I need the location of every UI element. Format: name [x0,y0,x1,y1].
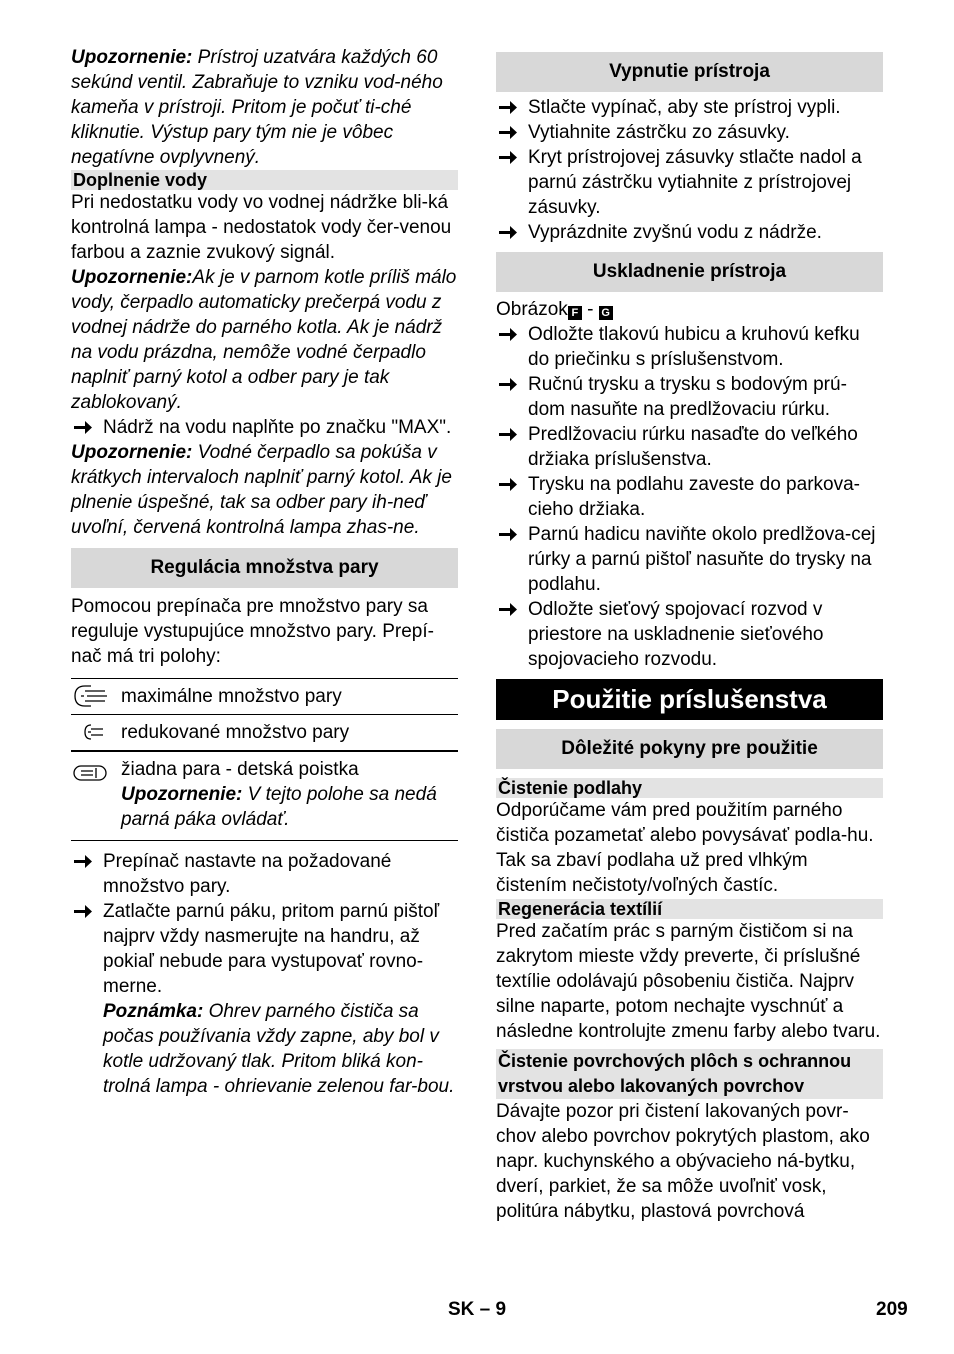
section-heading-refill: Doplnenie vody [71,170,458,190]
note-label: Upozornenie: [71,47,193,68]
reduced-steam-icon [71,715,111,749]
switch-off-list [496,95,883,245]
table-cell: maximálne množstvo pary [121,679,458,715]
list-item-text: Odložte tlakovú hubicu a kruhovú kefku do priečinku s príslušenstvom. [528,324,860,370]
arrow-right-icon [71,849,95,874]
list-item [496,422,883,472]
arrow-right-icon [496,322,520,347]
no-steam-child-lock-icon [71,760,111,786]
left-column [71,45,458,1099]
list-item-text: Zatlačte parnú páku, pritom parnú pištoľ najprv vždy nasmerujte na handru, až pokiaľ nebude para vystupovať rovno-merne. [103,901,440,997]
chapter-heading-accessories: Použitie príslušenstva [496,679,883,720]
table-cell [121,751,458,841]
arrow-right-icon [496,422,520,447]
arrow-right-icon [496,522,520,547]
storage-list [496,322,883,672]
list-item [496,120,883,145]
list-item [496,95,883,120]
subheading-floor: Čistenie podlahy [496,778,883,798]
list-item-text: Prepínač nastavte na požadované množstvo pary. [103,851,392,897]
table-cell-text: žiadna para - detská poistka [121,759,359,780]
table-cell: redukované množstvo pary [121,715,458,752]
list-item-text: Trysku na podlahu zaveste do parkova-cieho držiaka. [528,474,860,520]
figure-prefix: Obrázok [496,299,568,320]
coated-paragraph: Dávajte pozor pri čistení lakovaných povr-chov alebo povrchov pokrytých plastom, ako napr. kuchynského a obývacieho ná-bytku, dverí, parkiet, že sa môže uvoľniť vosk, politúra nábytku, plastová povrchová [496,1101,870,1222]
list-item [496,522,883,597]
list-item-text: Predlžovaciu rúrku nasaďte do veľkého držiaka príslušenstva. [528,424,858,470]
note-refill-success [71,440,458,540]
section-heading-steam: Regulácia množstva pary [71,548,458,588]
arrow-right-icon [496,120,520,145]
arrow-right-icon [496,472,520,497]
refill-paragraph: Pri nedostatku vody vo vodnej nádržke bli-ká kontrolná lampa - nedostatok vody čer-venou farbou a zaznie zvukový signál. [71,192,452,263]
list-item [496,597,883,672]
arrow-right-icon [496,145,520,170]
textile-paragraph: Pred začatím prác s parným čističom si na zakrytom mieste vždy preverte, či príslušné textílie odolávajú pôsobeniu čističa. Najprv silne naparte, potom nechajte vyschnúť a následne kontrolujte zmenu farby alebo tvaru. [496,921,881,1042]
note-heating [103,999,458,1099]
table-row [71,715,458,752]
floor-paragraph: Odporúčame vám pred použitím parného čističa pozametať alebo povysávať podla-hu. Tak sa zbaví podlaha už pred vlhkým čistením nečistoty/voľných častíc. [496,800,874,896]
figure-reference [496,297,883,322]
note-pump [71,265,458,415]
list-item-text: Ručnú trysku a trysku s bodovým prú-dom nasuňte na predlžovaciu rúrku. [528,374,847,420]
steam-intro: Pomocou prepínača pre množstvo pary sa reguluje vystupujúce množstvo pary. Prepí-nač má tri polohy: [71,596,434,667]
note-text: V tejto polohe sa nedá parná páka ovládať. [121,784,437,830]
note-text: Ohrev parného čističa sa počas používania vždy zapne, aby bol v kotle udržovaný tlak. Pritom bliká kon-trolná lampa - ohrievanie zelenou far-bou. [103,1001,455,1097]
list-item [496,322,883,372]
list-item-text: Kryt prístrojovej zásuvky stlačte nadol a parnú zástrčku vytiahnite z prístrojovej zásuvky. [528,147,862,218]
list-item-text: Parnú hadicu naviňte okolo predlžova-cej rúrky a parnú pištoľ nasuňte do trysky na podlahu. [528,524,876,595]
list-item-text: Vyprázdnite zvyšnú vodu z nádrže. [528,222,822,243]
list-item [496,372,883,422]
section-heading-storage: Uskladnenie prístroja [496,252,883,292]
arrow-right-icon [496,220,520,245]
list-item [71,849,458,899]
list-item-text: Stlačte vypínač, aby ste prístroj vypli. [528,97,841,118]
subheading-textile: Regenerácia textílií [496,899,883,919]
steam-settings-table [71,678,458,841]
page-number: 209 [876,1299,908,1320]
list-item [496,220,883,245]
arrow-right-icon [496,372,520,397]
list-item [496,145,883,220]
figure-separator: - [581,299,599,320]
table-row [71,679,458,715]
table-row [71,751,458,841]
section-heading-switch-off: Vypnutie prístroja [496,52,883,92]
list-item-text: Nádrž na vodu naplňte po značku "MAX". [103,417,452,438]
note-label: Upozornenie: [71,267,193,288]
list-item-text: Odložte sieťový spojovací rozvod v priestore na uskladnenie sieťového spojovacieho rozvodu. [528,599,824,670]
arrow-right-icon [71,415,95,440]
arrow-right-icon [496,95,520,120]
arrow-right-icon [496,597,520,622]
note-vent [71,45,458,170]
arrow-right-icon [71,899,95,924]
section-heading-important: Dôležité pokyny pre použitie [496,729,883,769]
table-cell-note [121,782,458,832]
right-column [496,52,883,1224]
footer-section: SK – 9 [448,1299,507,1320]
figure-badge-g: G [599,306,613,320]
note-label: Upozornenie: [121,784,243,805]
note-text: Vodné čerpadlo sa pokúša v krátkych intervaloch naplniť parný kotol. Ak je plnenie úspešné, tak sa odber pary ih-neď uvoľní, červená kontrolná lampa zhas-ne. [71,442,452,538]
note-text: Prístroj uzatvára každých 60 sekúnd ventil. Zabraňuje to vzniku vod-ného kameňa v prístroji. Pritom je počuť ti-ché kliknutie. Výstup pary tým nie je vôbec negatívne ovplyvnený. [71,47,443,168]
note-label: Upozornenie: [71,442,193,463]
note-label: Poznámka: [103,1001,204,1022]
list-item [71,899,458,1099]
figure-badge-f: F [568,306,582,320]
max-steam-icon [71,679,111,713]
list-item-text: Vytiahnite zástrčku zo zásuvky. [528,122,790,143]
list-item [71,415,458,440]
note-text: Ak je v parnom kotle príliš málo vody, čerpadlo automaticky prečerpá vodu z vodnej nádrže do parného kotla. Ak je nádrž na vodu prázdna, nemôže vodné čerpadlo naplniť parný kotol a odber pary je tak zablokovaný. [71,267,457,413]
subheading-coated: Čistenie povrchových plôch s ochrannou vrstvou alebo lakovaných povrchov [496,1049,883,1099]
list-item [496,472,883,522]
